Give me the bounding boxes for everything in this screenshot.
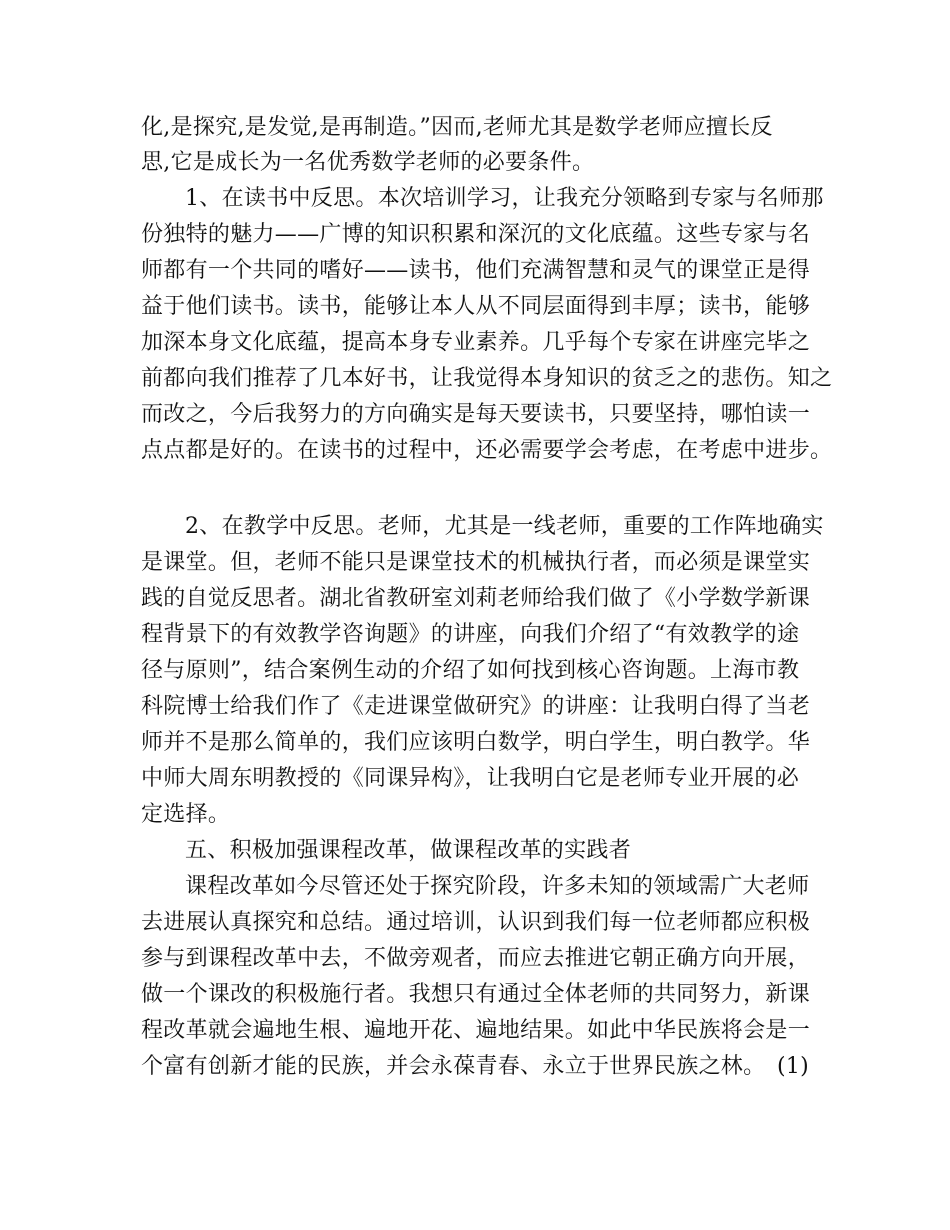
text-line: 程改革就会遍地生根、遍地开花、遍地结果。如此中华民族将会是一 — [141, 1018, 811, 1043]
section-heading: 五、积极加强课程改革，做课程改革的实践者 — [185, 838, 632, 863]
text-line: 科院博士给我们作了《走进课堂做研究》的讲座：让我明白得了当老 — [141, 694, 811, 719]
text-line: 定选择。 — [141, 802, 231, 827]
text-line: 是课堂。但，老师不能只是课堂技术的机械执行者，而必须是课堂实 — [141, 550, 811, 575]
text-line: 中师大周东明教授的《同课异构》，让我明白它是老师专业开展的必 — [141, 766, 800, 791]
text-line: 益于他们读书。读书，能够让本人从不同层面得到丰厚；读书，能够 — [141, 294, 811, 319]
paragraph-2-heading-line: 2、在教学中反思。老师，尤其是一线老师，重要的工作阵地确实 — [185, 514, 824, 539]
text-line: 课程改革如今尽管还处于探究阶段，许多未知的领域需广大老师 — [185, 874, 810, 899]
text-line: 个富有创新才能的民族，并会永葆青春、永立于世界民族之林。 — [141, 1054, 766, 1079]
text-line: 份独特的魅力——广博的知识积累和深沉的文化底蕴。这些专家与名 — [141, 222, 811, 247]
text-line: 而改之，今后我努力的方向确实是每天要读书，只要坚持，哪怕读一 — [141, 402, 811, 427]
text-line: 前都向我们推荐了几本好书，让我觉得本身知识的贫乏之的悲伤。知之 — [141, 366, 833, 391]
text-line: 径与原则”，结合案例生动的介绍了如何找到核心咨询题。上海市教 — [141, 658, 800, 683]
text-line: 加深本身文化底蕴，提高本身专业素养。几乎每个专家在讲座完毕之 — [141, 330, 811, 355]
text-line: 师都有一个共同的嗜好——读书，他们充满智慧和灵气的课堂正是得 — [141, 258, 811, 283]
text-line: 程背景下的有效教学咨询题》的讲座，向我们介绍了“有效教学的途 — [141, 622, 800, 647]
text-line: 思,它是成长为一名优秀数学老师的必要条件。 — [141, 150, 595, 175]
text-line: 化,是探究,是发觉,是再制造。”因而,老师尤其是数学老师应擅长反 — [141, 115, 773, 140]
text-line: 师并不是那么简单的，我们应该明白数学，明白学生，明白教学。华 — [141, 730, 811, 755]
paragraph-1-heading-line: 1、在读书中反思。本次培训学习，让我充分领略到专家与名师那 — [185, 186, 824, 211]
text-line: 参与到课程改革中去，不做旁观者，而应去推进它朝正确方向开展， — [141, 946, 811, 971]
text-line: 践的自觉反思者。湖北省教研室刘莉老师给我们做了《小学数学新课 — [141, 586, 811, 611]
text-line: 点点都是好的。在读书的过程中，还必需要学会考虑，在考虑中进步。 — [141, 438, 833, 463]
text-line: 去进展认真探究和总结。通过培训，认识到我们每一位老师都应积极 — [141, 910, 811, 935]
page-number: (1) — [777, 1054, 810, 1079]
text-line: 做一个课改的积极施行者。我想只有通过全体老师的共同努力，新课 — [141, 982, 811, 1007]
